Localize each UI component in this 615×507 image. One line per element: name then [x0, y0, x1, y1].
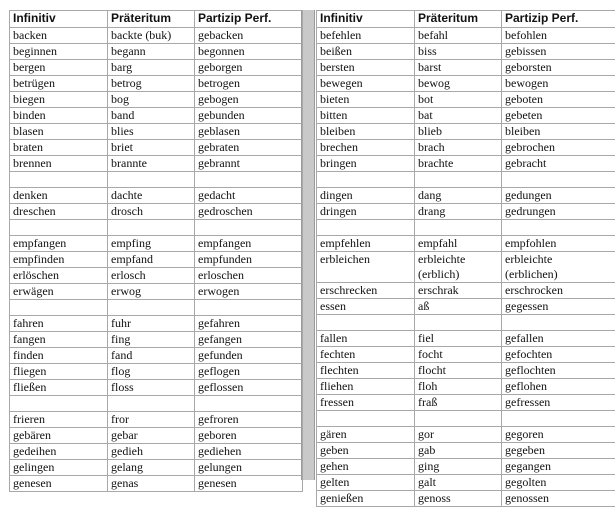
partizip-cell: empfunden	[195, 252, 303, 268]
infinitiv-cell: erschrecken	[317, 283, 415, 299]
infinitiv-cell: gelingen	[10, 460, 108, 476]
infinitiv-cell: bieten	[317, 92, 415, 108]
praeteritum-cell	[108, 300, 195, 316]
infinitiv-cell: genießen	[317, 491, 415, 507]
infinitiv-cell: finden	[10, 348, 108, 364]
partizip-cell: empfohlen	[502, 236, 615, 252]
praeteritum-cell: biss	[415, 44, 502, 60]
infinitiv-cell	[10, 396, 108, 412]
cell-line-alt: (erblichen)	[505, 267, 558, 281]
table-row	[317, 76, 615, 92]
infinitiv-cell: flechten	[317, 363, 415, 379]
infinitiv-cell: fressen	[317, 395, 415, 411]
table-row	[10, 380, 303, 396]
table-row	[317, 363, 615, 379]
partizip-cell: gediehen	[195, 444, 303, 460]
praeteritum-cell: bat	[415, 108, 502, 124]
table-row	[317, 283, 615, 299]
infinitiv-cell: denken	[10, 188, 108, 204]
partizip-cell	[195, 396, 303, 412]
table-row	[10, 204, 303, 220]
praeteritum-cell: genas	[108, 476, 195, 492]
infinitiv-cell	[317, 411, 415, 427]
table-row	[317, 331, 615, 347]
blank-row	[10, 220, 303, 236]
praeteritum-cell: fuhr	[108, 316, 195, 332]
verb-table-left	[9, 10, 303, 492]
partizip-cell: geblasen	[195, 124, 303, 140]
table-row	[317, 124, 615, 140]
partizip-cell: genossen	[502, 491, 615, 507]
partizip-cell: begonnen	[195, 44, 303, 60]
partizip-cell: gebogen	[195, 92, 303, 108]
praeteritum-cell: brachte	[415, 156, 502, 172]
partizip-cell: geflohen	[502, 379, 615, 395]
infinitiv-cell	[317, 172, 415, 188]
partizip-cell: gebunden	[195, 108, 303, 124]
table-row	[10, 76, 303, 92]
infinitiv-cell: brechen	[317, 140, 415, 156]
table-row	[317, 108, 615, 124]
praeteritum-cell	[108, 220, 195, 236]
partizip-cell: gebracht	[502, 156, 615, 172]
table-row	[10, 60, 303, 76]
partizip-cell: gefroren	[195, 412, 303, 428]
blank-row	[317, 315, 615, 331]
infinitiv-cell: bewegen	[317, 76, 415, 92]
infinitiv-cell: biegen	[10, 92, 108, 108]
praeteritum-cell: drang	[415, 204, 502, 220]
praeteritum-cell: brannte	[108, 156, 195, 172]
table-row	[317, 443, 615, 459]
infinitiv-cell: blasen	[10, 124, 108, 140]
infinitiv-cell: binden	[10, 108, 108, 124]
partizip-cell: geboten	[502, 92, 615, 108]
praeteritum-cell	[415, 252, 502, 283]
infinitiv-cell: dingen	[317, 188, 415, 204]
partizip-cell	[502, 315, 615, 331]
infinitiv-cell: geben	[317, 443, 415, 459]
infinitiv-cell: essen	[317, 299, 415, 315]
infinitiv-cell: fangen	[10, 332, 108, 348]
praeteritum-cell: floh	[415, 379, 502, 395]
praeteritum-cell: gelang	[108, 460, 195, 476]
table-row	[317, 236, 615, 252]
praeteritum-cell: brach	[415, 140, 502, 156]
blank-row	[10, 396, 303, 412]
table-row	[317, 475, 615, 491]
infinitiv-cell: bitten	[317, 108, 415, 124]
praeteritum-cell: empfahl	[415, 236, 502, 252]
header-partizip: Partizip Perf.	[502, 11, 615, 28]
infinitiv-cell: fechten	[317, 347, 415, 363]
partizip-cell: erwogen	[195, 284, 303, 300]
praeteritum-cell: barg	[108, 60, 195, 76]
infinitiv-cell: fließen	[10, 380, 108, 396]
praeteritum-cell: bewog	[415, 76, 502, 92]
praeteritum-cell: blieb	[415, 124, 502, 140]
praeteritum-cell	[108, 172, 195, 188]
blank-row	[10, 172, 303, 188]
infinitiv-cell: befehlen	[317, 28, 415, 44]
infinitiv-cell: erbleichen	[317, 252, 415, 283]
table-row	[10, 476, 303, 492]
table-row	[10, 316, 303, 332]
partizip-cell: gegoren	[502, 427, 615, 443]
table-row	[10, 92, 303, 108]
partizip-cell: bleiben	[502, 124, 615, 140]
infinitiv-cell: bringen	[317, 156, 415, 172]
infinitiv-cell: fliehen	[317, 379, 415, 395]
table-row	[10, 44, 303, 60]
table-row	[317, 491, 615, 507]
praeteritum-cell: drosch	[108, 204, 195, 220]
partizip-cell	[195, 172, 303, 188]
infinitiv-cell: beginnen	[10, 44, 108, 60]
partizip-cell: betrogen	[195, 76, 303, 92]
infinitiv-cell: frieren	[10, 412, 108, 428]
praeteritum-cell: empfing	[108, 236, 195, 252]
table-row	[10, 268, 303, 284]
praeteritum-cell: fand	[108, 348, 195, 364]
table-row	[10, 28, 303, 44]
partizip-cell: geborsten	[502, 60, 615, 76]
praeteritum-cell: dang	[415, 188, 502, 204]
table-row	[10, 188, 303, 204]
praeteritum-cell: floss	[108, 380, 195, 396]
infinitiv-cell: dringen	[317, 204, 415, 220]
praeteritum-cell	[415, 411, 502, 427]
table-row	[317, 28, 615, 44]
infinitiv-cell: gehen	[317, 459, 415, 475]
partizip-cell: gefangen	[195, 332, 303, 348]
praeteritum-cell: betrog	[108, 76, 195, 92]
praeteritum-cell: briet	[108, 140, 195, 156]
praeteritum-cell: befahl	[415, 28, 502, 44]
table-row	[10, 124, 303, 140]
partizip-cell	[195, 220, 303, 236]
infinitiv-cell: gedeihen	[10, 444, 108, 460]
praeteritum-cell: erlosch	[108, 268, 195, 284]
infinitiv-cell: bergen	[10, 60, 108, 76]
verb-table-right	[316, 10, 615, 507]
infinitiv-cell: backen	[10, 28, 108, 44]
partizip-cell: gegeben	[502, 443, 615, 459]
praeteritum-cell: bog	[108, 92, 195, 108]
infinitiv-cell: erwägen	[10, 284, 108, 300]
partizip-cell: gebrochen	[502, 140, 615, 156]
praeteritum-cell: flog	[108, 364, 195, 380]
header-infinitiv: Infinitiv	[10, 11, 108, 28]
infinitiv-cell: betrügen	[10, 76, 108, 92]
blank-row	[10, 300, 303, 316]
table-row	[317, 395, 615, 411]
praeteritum-cell: gedieh	[108, 444, 195, 460]
column-divider	[301, 10, 315, 480]
table-row	[317, 459, 615, 475]
header-row	[10, 11, 303, 28]
partizip-cell: geborgen	[195, 60, 303, 76]
infinitiv-cell: empfangen	[10, 236, 108, 252]
table-row	[317, 140, 615, 156]
praeteritum-cell: galt	[415, 475, 502, 491]
table-row	[317, 92, 615, 108]
partizip-cell: gelungen	[195, 460, 303, 476]
praeteritum-cell: bot	[415, 92, 502, 108]
infinitiv-cell: fahren	[10, 316, 108, 332]
praeteritum-cell	[415, 172, 502, 188]
infinitiv-cell	[10, 220, 108, 236]
praeteritum-cell: begann	[108, 44, 195, 60]
praeteritum-cell: blies	[108, 124, 195, 140]
praeteritum-cell: erschrak	[415, 283, 502, 299]
blank-row	[317, 220, 615, 236]
table-row	[10, 428, 303, 444]
partizip-cell: gegessen	[502, 299, 615, 315]
table-row	[10, 108, 303, 124]
partizip-cell: gebissen	[502, 44, 615, 60]
cell-line: erbleichte	[418, 252, 465, 266]
praeteritum-cell: ging	[415, 459, 502, 475]
partizip-cell: geflossen	[195, 380, 303, 396]
table-row	[10, 252, 303, 268]
table-row	[10, 444, 303, 460]
infinitiv-cell: bleiben	[317, 124, 415, 140]
partizip-cell: bewogen	[502, 76, 615, 92]
infinitiv-cell	[10, 172, 108, 188]
infinitiv-cell: fliegen	[10, 364, 108, 380]
partizip-cell: gedroschen	[195, 204, 303, 220]
table-row	[10, 284, 303, 300]
praeteritum-cell: fror	[108, 412, 195, 428]
blank-row	[317, 411, 615, 427]
praeteritum-cell: gab	[415, 443, 502, 459]
praeteritum-cell: dachte	[108, 188, 195, 204]
table-row	[10, 348, 303, 364]
infinitiv-cell: genesen	[10, 476, 108, 492]
infinitiv-cell: brennen	[10, 156, 108, 172]
praeteritum-cell: gebar	[108, 428, 195, 444]
partizip-cell: gebacken	[195, 28, 303, 44]
header-infinitiv: Infinitiv	[317, 11, 415, 28]
table-row	[317, 299, 615, 315]
partizip-cell: erloschen	[195, 268, 303, 284]
table-row	[317, 156, 615, 172]
praeteritum-cell	[108, 396, 195, 412]
infinitiv-cell	[10, 300, 108, 316]
praeteritum-cell: genoss	[415, 491, 502, 507]
praeteritum-cell: focht	[415, 347, 502, 363]
partizip-cell	[502, 252, 615, 283]
partizip-cell: gefallen	[502, 331, 615, 347]
partizip-cell: erschrocken	[502, 283, 615, 299]
blank-row	[317, 172, 615, 188]
table-row	[10, 460, 303, 476]
partizip-cell: gedrungen	[502, 204, 615, 220]
praeteritum-cell: flocht	[415, 363, 502, 379]
partizip-cell: gefunden	[195, 348, 303, 364]
cell-line: erbleichte	[505, 252, 552, 266]
infinitiv-cell: bersten	[317, 60, 415, 76]
infinitiv-cell: empfinden	[10, 252, 108, 268]
praeteritum-cell: backte (buk)	[108, 28, 195, 44]
partizip-cell: gebrannt	[195, 156, 303, 172]
partizip-cell	[502, 220, 615, 236]
header-row	[317, 11, 615, 28]
partizip-cell: gedungen	[502, 188, 615, 204]
infinitiv-cell: erlöschen	[10, 268, 108, 284]
partizip-cell	[502, 172, 615, 188]
partizip-cell	[195, 300, 303, 316]
praeteritum-cell: gor	[415, 427, 502, 443]
partizip-cell: geboren	[195, 428, 303, 444]
partizip-cell: gefahren	[195, 316, 303, 332]
infinitiv-cell: gelten	[317, 475, 415, 491]
table-row	[10, 364, 303, 380]
cell-line-alt: (erblich)	[418, 267, 459, 281]
partizip-cell: gebraten	[195, 140, 303, 156]
praeteritum-cell: band	[108, 108, 195, 124]
header-partizip: Partizip Perf.	[195, 11, 303, 28]
header-praeteritum: Präteritum	[108, 11, 195, 28]
praeteritum-cell	[415, 220, 502, 236]
table-row	[10, 412, 303, 428]
praeteritum-cell: fiel	[415, 331, 502, 347]
infinitiv-cell	[317, 315, 415, 331]
infinitiv-cell: fallen	[317, 331, 415, 347]
table-row	[317, 204, 615, 220]
infinitiv-cell: beißen	[317, 44, 415, 60]
table-row	[317, 427, 615, 443]
table-row	[317, 347, 615, 363]
infinitiv-cell: gebären	[10, 428, 108, 444]
table-row	[317, 60, 615, 76]
infinitiv-cell	[317, 220, 415, 236]
praeteritum-cell: fing	[108, 332, 195, 348]
partizip-cell: gefochten	[502, 347, 615, 363]
infinitiv-cell: gären	[317, 427, 415, 443]
table-row	[317, 379, 615, 395]
infinitiv-cell: dreschen	[10, 204, 108, 220]
infinitiv-cell: braten	[10, 140, 108, 156]
partizip-cell: befohlen	[502, 28, 615, 44]
praeteritum-cell: erwog	[108, 284, 195, 300]
table-row	[10, 236, 303, 252]
infinitiv-cell: empfehlen	[317, 236, 415, 252]
praeteritum-cell: fraß	[415, 395, 502, 411]
table-row	[317, 44, 615, 60]
partizip-cell: gegolten	[502, 475, 615, 491]
praeteritum-cell: barst	[415, 60, 502, 76]
partizip-cell: gedacht	[195, 188, 303, 204]
partizip-cell: gebeten	[502, 108, 615, 124]
partizip-cell: empfangen	[195, 236, 303, 252]
table-row	[10, 156, 303, 172]
praeteritum-cell: aß	[415, 299, 502, 315]
table-row	[10, 140, 303, 156]
partizip-cell: gegangen	[502, 459, 615, 475]
praeteritum-cell	[415, 315, 502, 331]
table-row	[317, 188, 615, 204]
partizip-cell	[502, 411, 615, 427]
table-row	[317, 252, 615, 283]
partizip-cell: geflochten	[502, 363, 615, 379]
partizip-cell: genesen	[195, 476, 303, 492]
praeteritum-cell: empfand	[108, 252, 195, 268]
partizip-cell: gefressen	[502, 395, 615, 411]
partizip-cell: geflogen	[195, 364, 303, 380]
header-praeteritum: Präteritum	[415, 11, 502, 28]
table-row	[10, 332, 303, 348]
